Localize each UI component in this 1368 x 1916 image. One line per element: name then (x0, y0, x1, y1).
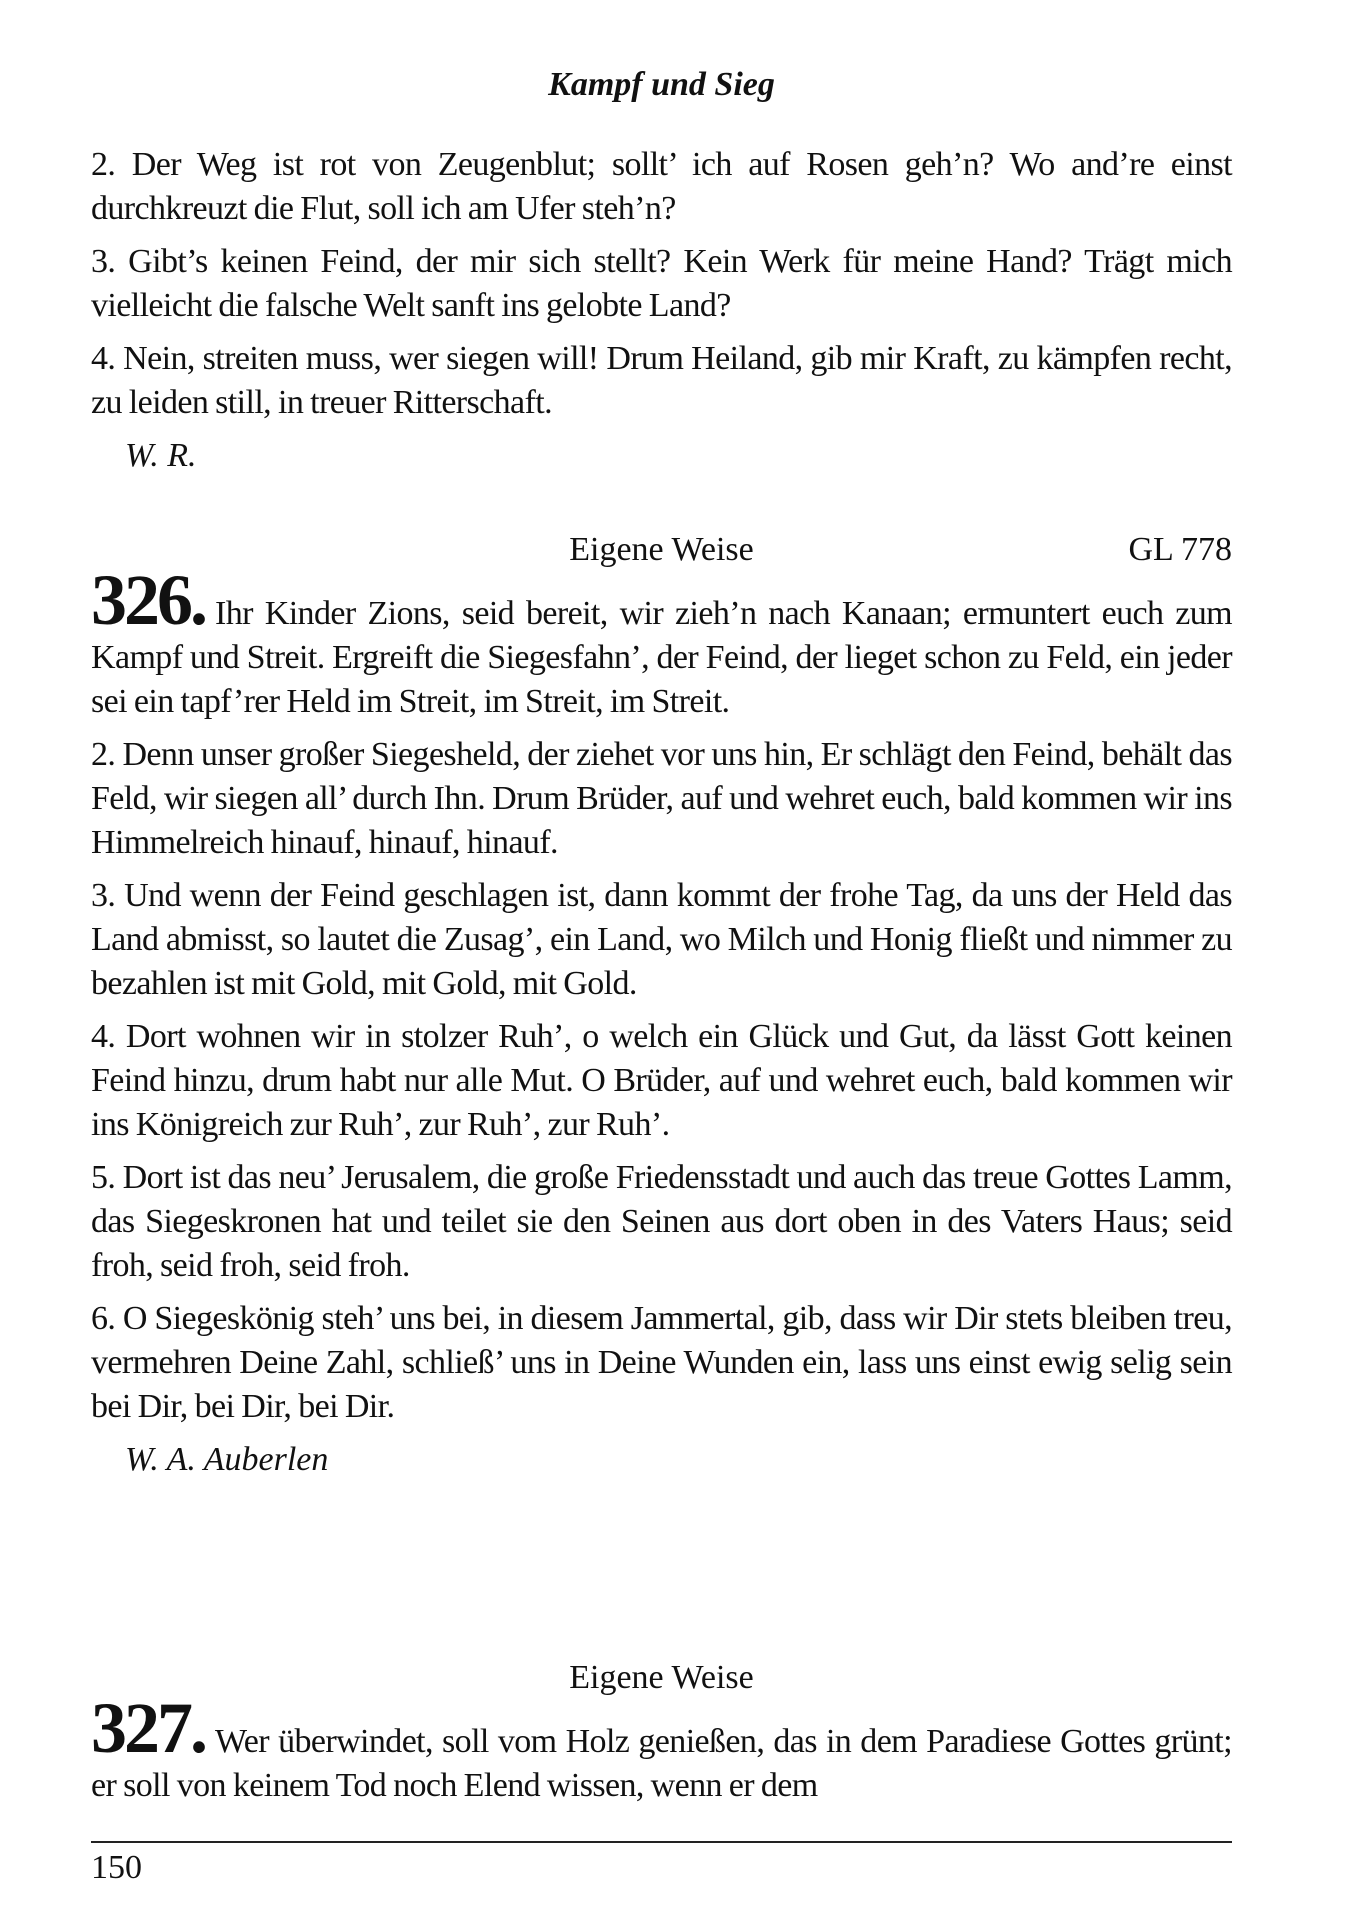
running-head: Kampf und Sieg (548, 66, 775, 103)
hymn-number: 327. (91, 1688, 205, 1768)
melody-name: Eigene Weise (569, 531, 754, 568)
verse: 4. Dort wohnen wir in stolzer Ruh’, o welch ein Glück und Gut, da lässt Gott keinen Feind hinzu, drum habt nur alle Mut. O Brüder, auf und wehret euch, bald kommen wir ins Königreich zur Ruh’, zur Ruh’, zur Ruh’. (91, 1018, 1232, 1143)
verse: 2. Der Weg ist rot von Zeugenblut; sollt’ ich auf Rosen geh’n? Wo and’re einst durchkreuzt die Flut, soll ich am Ufer steh’n? (91, 146, 1232, 227)
first-verse-text: Wer überwindet, soll vom Holz genießen, das in dem Paradiese Gottes grünt; er soll von keinem Tod noch Elend wissen, wenn er dem (91, 1723, 1232, 1804)
hymnal-reference: GL 778 (1128, 531, 1232, 568)
first-verse (91, 560, 1232, 724)
verse: 3. Gibt’s keinen Feind, der mir sich stellt? Kein Werk für meine Hand? Trägt mich vielleicht die falsche Welt sanft ins gelobte Land? (91, 243, 1232, 324)
first-verse-text: Ihr Kinder Zions, seid bereit, wir zieh’n nach Kanaan; ermuntert euch zum Kampf und Streit. Ergreift die Siegesfahn’, der Feind, der lieget schon zu Feld, ein jeder sei ein tapf’rer Held im Streit, im Streit, im Streit. (91, 595, 1232, 720)
melody-name: Eigene Weise (569, 1659, 754, 1696)
continued-hymn (91, 143, 1232, 478)
verse: 4. Nein, streiten muss, wer siegen will! Drum Heiland, gib mir Kraft, zu kämpfen recht, zu leiden still, in treuer Ritterschaft. (91, 340, 1232, 421)
melody-line (91, 528, 1232, 578)
hymn-number: 326. (91, 560, 205, 640)
page-number: 150 (91, 1849, 142, 1886)
verse: 5. Dort ist das neu’ Jerusalem, die große Friedensstadt und auch das treue Gottes Lamm, das Siegeskronen hat und teilet sie den Seinen aus dort oben in des Vaters Haus; seid froh, seid froh, seid froh. (91, 1159, 1232, 1284)
hymn-326 (91, 528, 1232, 1482)
verse: 6. O Siegeskönig steh’ uns bei, in diesem Jammertal, gib, dass wir Dir stets bleiben treu, vermehren Deine Zahl, schließ’ uns in Deine Wunden ein, lass uns einst ewig selig sein bei Dir, bei Dir, bei Dir. (91, 1300, 1232, 1425)
hymn-327 (91, 1656, 1232, 1817)
first-verse (91, 1688, 1232, 1808)
verse: 3. Und wenn der Feind geschlagen ist, dann kommt der frohe Tag, da uns der Held das Land abmisst, so lautet die Zusag’, ein Land, wo Milch und Honig fließt und nimmer zu bezahlen ist mit Gold, mit Gold, mit Gold. (91, 877, 1232, 1002)
melody-line (91, 1656, 1232, 1706)
hymn-author: W. A. Auberlen (125, 1441, 329, 1478)
hymn-author: W. R. (125, 437, 197, 474)
verse: 2. Denn unser großer Siegesheld, der ziehet vor uns hin, Er schlägt den Feind, behält das Feld, wir siegen all’ durch Ihn. Drum Brüder, auf und wehret euch, bald kommen wir ins Himmelreich hinauf, hinauf, hinauf. (91, 736, 1232, 861)
footer-rule (91, 1841, 1232, 1843)
